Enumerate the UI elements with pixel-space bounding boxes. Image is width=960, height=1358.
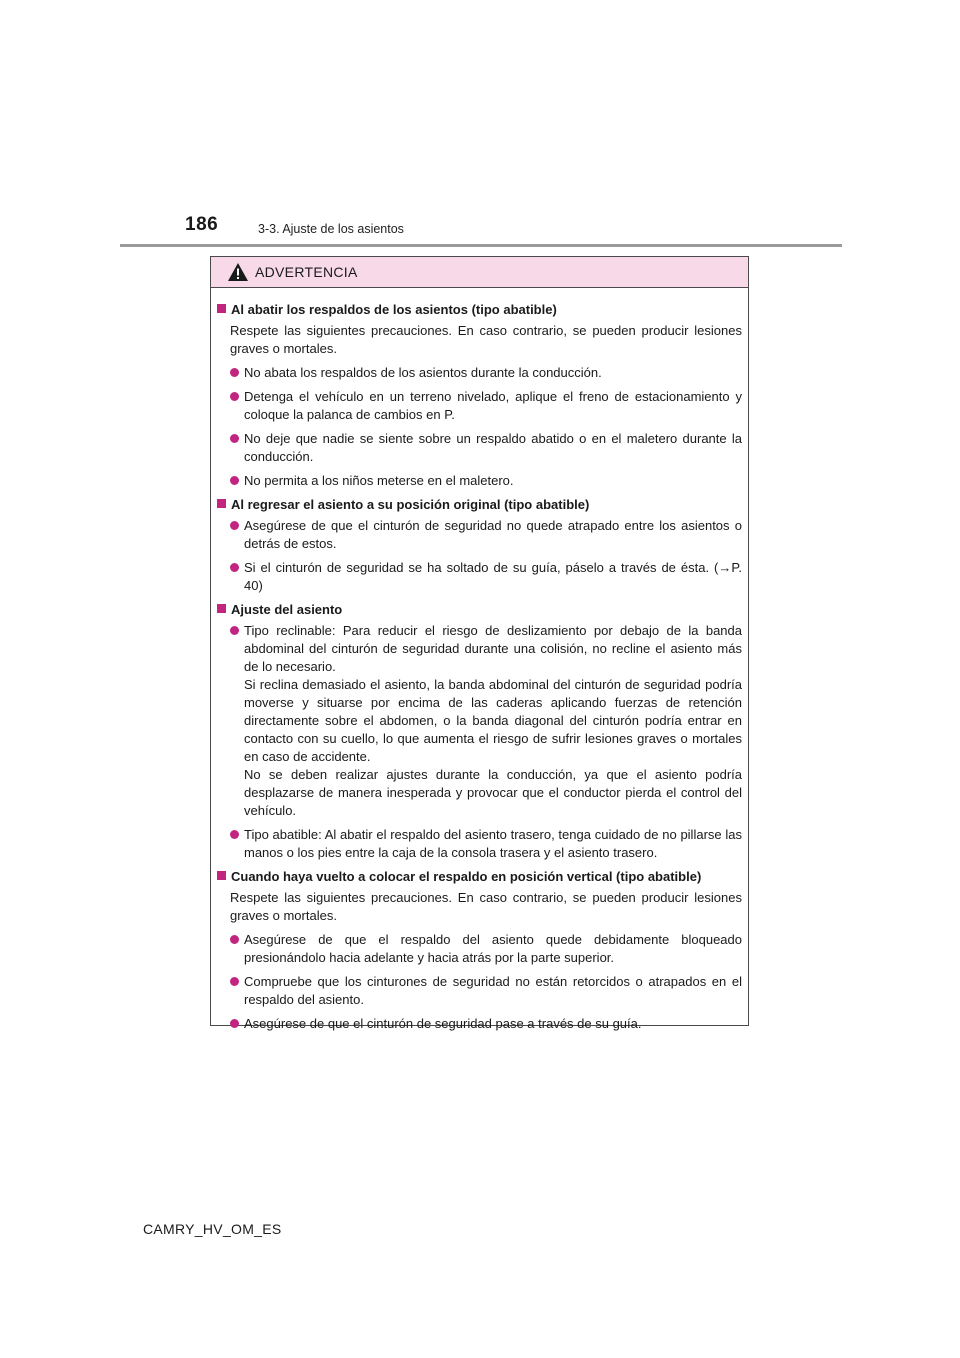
circle-bullet-icon	[230, 977, 239, 986]
warning-body	[211, 288, 748, 1033]
circle-bullet-icon	[230, 563, 239, 572]
list-item: No deje que nadie se siente sobre un respaldo abatido o en el maletero durante la conducción.	[217, 430, 742, 466]
list-item: Compruebe que los cinturones de seguridad no están retorcidos o atrapados en el respaldo del asiento.	[217, 973, 742, 1009]
list-item: Asegúrese de que el cinturón de seguridad no quede atrapado entre los asientos o detrás de estos.	[217, 517, 742, 553]
square-bullet-icon	[217, 304, 226, 313]
section-intro: Respete las siguientes precauciones. En caso contrario, se pueden producir lesiones graves o mortales.	[230, 323, 742, 356]
list-item: Tipo reclinable: Para reducir el riesgo de deslizamiento por debajo de la banda abdominal del cinturón de seguridad durante una colisión, no recline el asiento más de lo necesario. Si reclina demasiado el asiento, la banda abdominal del cinturón de seguridad podría moverse y situarse por encima de las caderas aplicando fuerzas de retención directamente sobre el abdomen, o la banda diagonal del cinturón podría entrar en contacto con su cuello, lo que aumenta el riesgo de sufrir lesiones graves o mortales en caso de accidente. No se deben realizar ajustes durante la conducción, ya que el asiento podría desplazarse de manera inesperada y provocar que el conductor pierda el control del vehículo.	[217, 622, 742, 820]
warning-section	[217, 496, 742, 595]
circle-bullet-icon	[230, 935, 239, 944]
warning-box	[210, 256, 749, 1031]
list-item: Tipo abatible: Al abatir el respaldo del asiento trasero, tenga cuidado de no pillarse las manos o los pies entre la caja de la consola trasera y el asiento trasero.	[217, 826, 742, 862]
list-item: No permita a los niños meterse en el maletero.	[217, 472, 742, 490]
circle-bullet-icon	[230, 392, 239, 401]
square-bullet-icon	[217, 499, 226, 508]
section-heading: Cuando haya vuelto a colocar el respaldo en posición vertical (tipo abatible)	[217, 868, 742, 886]
circle-bullet-icon	[230, 368, 239, 377]
list-item: Detenga el vehículo en un terreno nivelado, aplique el freno de estacionamiento y coloque la palanca de cambios en P.	[217, 388, 742, 424]
section-heading: Ajuste del asiento	[217, 601, 742, 619]
list-item: Si el cinturón de seguridad se ha soltado de su guía, páselo a través de ésta. (→P. 40)	[217, 559, 742, 595]
section-heading: Al abatir los respaldos de los asientos (tipo abatible)	[217, 301, 742, 319]
list-item: No abata los respaldos de los asientos durante la conducción.	[217, 364, 742, 382]
warning-header	[211, 257, 748, 288]
list-item: Asegúrese de que el cinturón de seguridad pase a través de su guía.	[217, 1015, 742, 1033]
document-code: CAMRY_HV_OM_ES	[143, 1221, 282, 1237]
page-number: 186	[185, 214, 219, 235]
section-heading: Al regresar el asiento a su posición original (tipo abatible)	[217, 496, 742, 514]
circle-bullet-icon	[230, 1019, 239, 1028]
circle-bullet-icon	[230, 626, 239, 635]
circle-bullet-icon	[230, 434, 239, 443]
square-bullet-icon	[217, 871, 226, 880]
list-item: Asegúrese de que el respaldo del asiento quede debidamente bloqueado presionándolo hacia adelante y hacia atrás por la parte superior.	[217, 931, 742, 967]
square-bullet-icon	[217, 604, 226, 613]
header-rule	[120, 244, 842, 247]
warning-section	[217, 601, 742, 862]
warning-title: ADVERTENCIA	[255, 264, 358, 280]
section-title: 3-3. Ajuste de los asientos	[258, 222, 404, 236]
circle-bullet-icon	[230, 521, 239, 530]
warning-section	[217, 301, 742, 490]
section-intro: Respete las siguientes precauciones. En caso contrario, se pueden producir lesiones graves o mortales.	[230, 890, 742, 923]
circle-bullet-icon	[230, 476, 239, 485]
circle-bullet-icon	[230, 830, 239, 839]
warning-triangle-icon	[227, 262, 249, 282]
warning-section	[217, 868, 742, 1033]
